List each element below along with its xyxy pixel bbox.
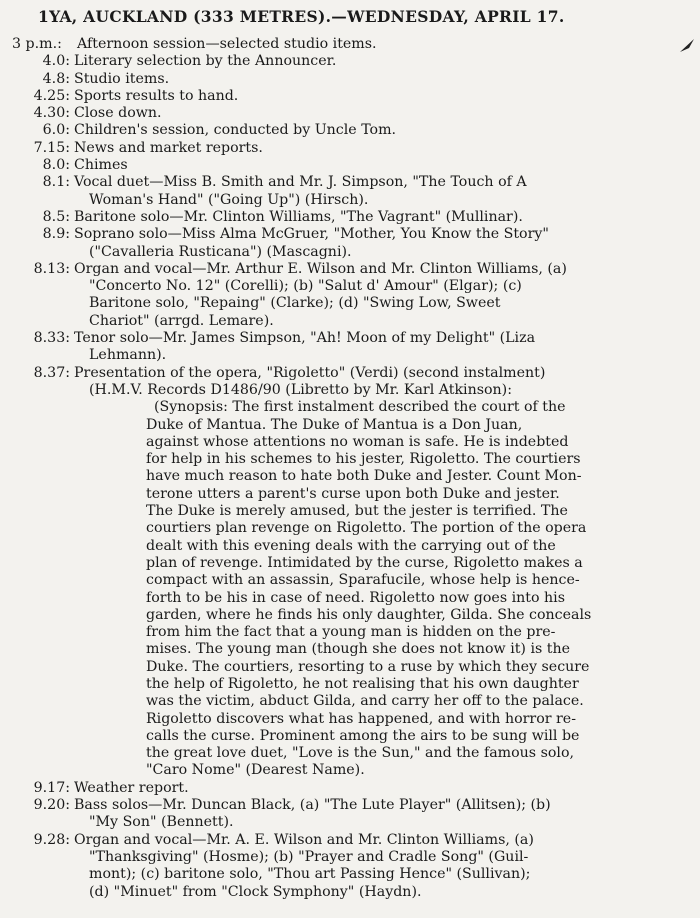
synopsis-line: compact with an assassin, Sparafucile, whose help is hence- <box>146 572 580 589</box>
description-line: Organ and vocal—Mr. Arthur E. Wilson and Mr. Clinton Williams, (a) <box>74 260 567 277</box>
description-line: Sports results to hand. <box>74 87 239 104</box>
program-schedule <box>0 36 700 901</box>
description-line: Literary selection by the Announcer. <box>74 53 337 70</box>
entry-description <box>74 174 690 209</box>
schedule-entry <box>0 122 700 139</box>
description-line: (d) "Minuet" from "Clock Symphony" (Haydn). <box>89 883 422 900</box>
entry-time: 4.25: <box>33 87 70 104</box>
description-line: (H.M.V. Records D1486/90 (Libretto by Mr. Karl Atkinson): <box>89 381 512 398</box>
schedule-entry <box>0 365 700 400</box>
entry-description <box>74 226 690 261</box>
synopsis-line: garden, where he finds his only daughter, Gilda. She conceals <box>146 606 592 623</box>
entry-description <box>77 36 690 53</box>
description-line: Bass solos—Mr. Duncan Black, (a) "The Lute Player" (Allitsen); (b) <box>74 797 551 814</box>
entry-description <box>74 122 690 139</box>
synopsis-line: against whose attentions no woman is safe. He is indebted <box>146 433 569 450</box>
description-line: mont); (c) baritone solo, "Thou art Passing Hence" (Sullivan); <box>89 866 531 883</box>
entry-time: 9.28: <box>33 831 70 848</box>
description-line: Tenor solo—Mr. James Simpson, "Ah! Moon of my Delight" (Liza <box>74 330 536 347</box>
schedule-entry <box>0 105 700 122</box>
entry-time: 8.13: <box>33 260 70 277</box>
entry-time: 4.0: <box>42 53 70 70</box>
description-line: Chariot" (arrgd. Lemare). <box>89 312 274 329</box>
schedule-entry <box>0 71 700 88</box>
synopsis-line: the help of Rigoletto, he not realising that his own daughter <box>146 675 579 692</box>
entry-description <box>74 53 690 70</box>
schedule-entry <box>0 140 700 157</box>
entry-description <box>74 832 690 901</box>
synopsis-line: The Duke is merely amused, but the jester is terrified. The <box>146 503 568 520</box>
description-line: Baritone solo—Mr. Clinton Williams, "The Vagrant" (Mullinar). <box>74 208 523 225</box>
synopsis-line: was the victim, abduct Gilda, and carry her off to the palace. <box>146 693 584 710</box>
synopsis-line: for help in his schemes to his jester, Rigoletto. The courtiers <box>146 451 581 468</box>
synopsis-line: "Caro Nome" (Dearest Name). <box>146 762 365 779</box>
synopsis-line: plan of revenge. Intimidated by the curse, Rigoletto makes a <box>146 554 583 571</box>
description-line: Baritone solo, "Repaing" (Clarke); (d) "Swing Low, Sweet <box>89 295 501 312</box>
synopsis-line: have much reason to hate both Duke and Jester. Count Mon- <box>146 468 582 485</box>
schedule-entry <box>0 88 700 105</box>
description-line: Children's session, conducted by Uncle Tom. <box>74 122 397 139</box>
description-line: Vocal duet—Miss B. Smith and Mr. J. Simpson, "The Touch of A <box>74 174 527 191</box>
entry-description <box>74 365 690 400</box>
entry-description <box>74 140 690 157</box>
synopsis-line: calls the curse. Prominent among the airs to be sung will be <box>146 727 580 744</box>
entry-time: 8.0: <box>42 157 70 174</box>
schedule-entry <box>0 209 700 226</box>
description-line: ("Cavalleria Rusticana") (Mascagni). <box>89 243 352 260</box>
schedule-entry <box>0 174 700 209</box>
entry-description <box>74 797 690 832</box>
description-line: Chimes <box>74 157 128 174</box>
synopsis-line: mises. The young man (though she does not know it) is the <box>146 641 571 658</box>
description-line: "Concerto No. 12" (Corelli); (b) "Salut d' Amour" (Elgar); (c) <box>89 278 522 295</box>
entry-description <box>74 330 690 365</box>
description-line: Afternoon session—selected studio items. <box>77 36 377 52</box>
synopsis-line: (Synopsis: The first instalment described the court of the <box>154 399 566 416</box>
description-line: Soprano solo—Miss Alma McGruer, "Mother, You Know the Story" <box>74 226 549 243</box>
description-line: Studio items. <box>74 70 170 87</box>
description-line: Weather report. <box>74 779 189 796</box>
entry-description <box>74 209 690 226</box>
entry-time: 4.8: <box>42 70 70 87</box>
entry-description <box>74 105 690 122</box>
description-line: "My Son" (Bennett). <box>89 814 234 831</box>
schedule-entry <box>0 261 700 330</box>
description-line: "Thanksgiving" (Hosme); (b) "Prayer and Cradle Song" (Guil- <box>89 848 529 865</box>
synopsis-line: from him the fact that a young man is hidden on the pre- <box>146 624 556 641</box>
schedule-entry <box>0 53 700 70</box>
synopsis-line: forth to be his in case of need. Rigoletto now goes into his <box>146 589 565 606</box>
synopsis-line: dealt with this evening deals with the carrying out of the <box>146 537 556 554</box>
entry-time: 8.9: <box>42 226 70 243</box>
entry-time: 7.15: <box>33 139 70 156</box>
schedule-entry <box>0 36 700 53</box>
synopsis-line: Duke of Mantua. The Duke of Mantua is a Don Juan, <box>146 416 523 433</box>
schedule-entry <box>0 780 700 797</box>
entry-time: 6.0: <box>42 122 70 139</box>
synopsis-line: the great love duet, "Love is the Sun," and the famous solo, <box>146 745 575 762</box>
entry-description <box>74 88 690 105</box>
entry-time: 8.37: <box>33 364 70 381</box>
entry-description <box>74 261 690 330</box>
entry-description <box>74 157 690 174</box>
entry-description <box>74 780 690 797</box>
synopsis-line: Rigoletto discovers what has happened, and with horror re- <box>146 710 576 727</box>
entry-time: 8.5: <box>42 208 70 225</box>
entry-time: 9.17: <box>33 779 70 796</box>
schedule-entry <box>0 797 700 832</box>
schedule-entry <box>0 832 700 901</box>
page-title: 1YA, AUCKLAND (333 METRES).—WEDNESDAY, APRIL 17. <box>38 7 565 26</box>
description-line: Organ and vocal—Mr. A. E. Wilson and Mr. Clinton Williams, (a) <box>74 831 534 848</box>
entry-time: 4.30: <box>33 105 70 122</box>
synopsis-line: courtiers plan revenge on Rigoletto. The portion of the opera <box>146 520 587 537</box>
opera-synopsis <box>146 399 692 780</box>
entry-time: 3 p.m.: <box>12 36 62 52</box>
synopsis-line: terone utters a parent's curse upon both Duke and jester. <box>146 485 560 502</box>
description-line: Lehmann). <box>89 347 167 364</box>
schedule-entry <box>0 226 700 261</box>
entry-time: 8.33: <box>33 330 70 347</box>
description-line: Woman's Hand" ("Going Up") (Hirsch). <box>89 191 369 208</box>
description-line: News and market reports. <box>74 139 263 156</box>
description-line: Close down. <box>74 105 162 122</box>
entry-description <box>74 71 690 88</box>
entry-time: 8.1: <box>42 174 70 191</box>
description-line: Presentation of the opera, "Rigoletto" (Verdi) (second instalment) <box>74 364 546 381</box>
schedule-entry <box>0 157 700 174</box>
synopsis-line: Duke. The courtiers, resorting to a ruse by which they secure <box>146 658 590 675</box>
entry-time: 9.20: <box>33 797 70 814</box>
schedule-entry <box>0 330 700 365</box>
